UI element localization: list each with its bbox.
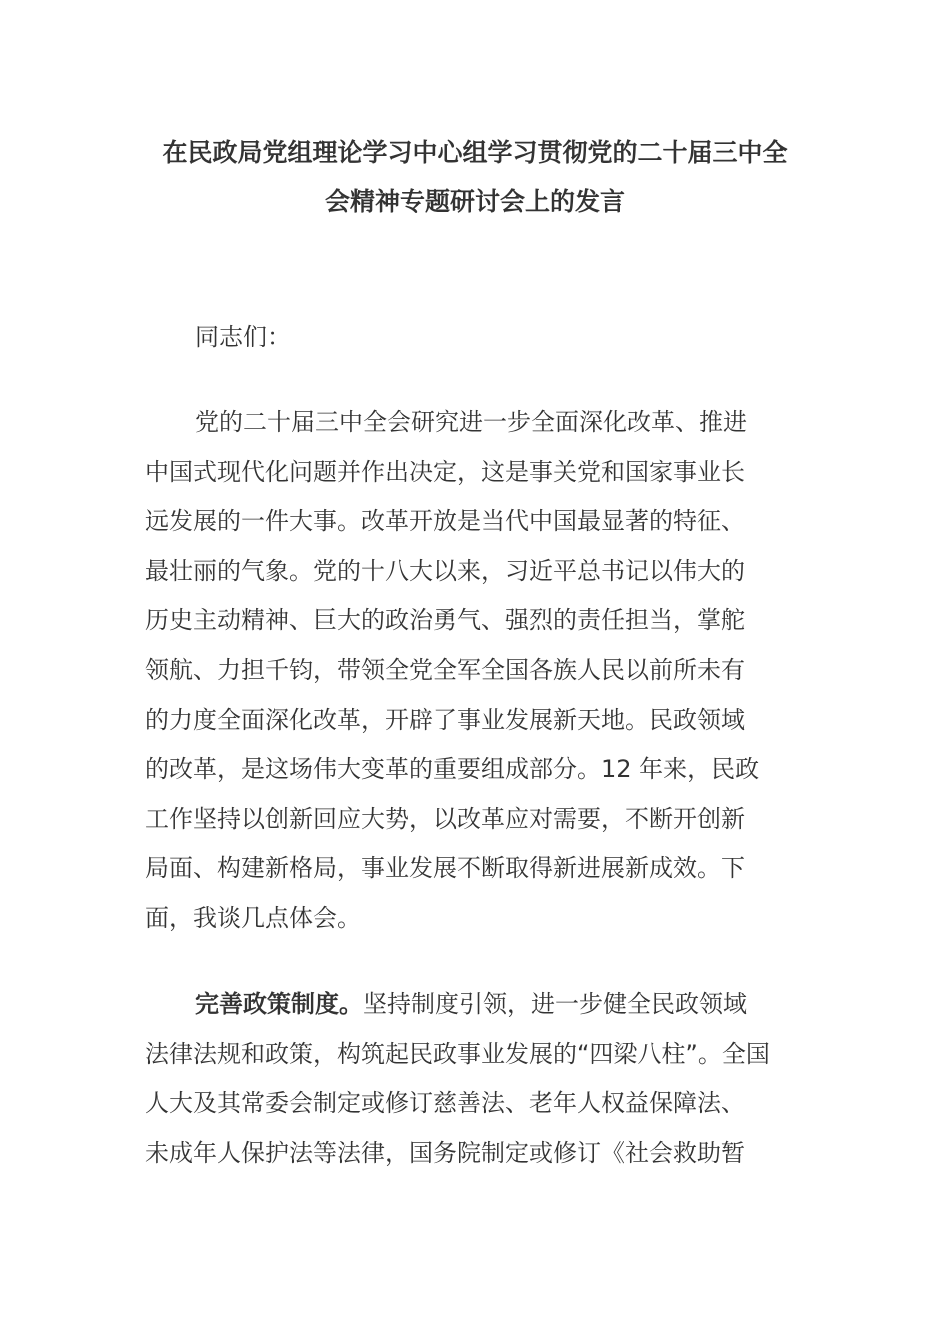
section-lead-rest: 坚持制度引领，进一步健全民政领域 bbox=[363, 990, 747, 1018]
paragraph-line: 最壮丽的气象。党的十八大以来，习近平总书记以伟大的 bbox=[145, 556, 745, 585]
paragraph-line: 历史主动精神、巨大的政治勇气、强烈的责任担当，掌舵 bbox=[145, 606, 745, 635]
paragraph-line: 中国式现代化问题并作出决定，这是事关党和国家事业长 bbox=[145, 457, 745, 486]
paragraph-line: 工作坚持以创新回应大势，以改革应对需要，不断开创新 bbox=[145, 804, 745, 833]
paragraph-line: 局面、构建新格局，事业发展不断取得新进展新成效。下 bbox=[145, 854, 745, 883]
salutation: 同志们： bbox=[195, 323, 291, 351]
paragraph-intro bbox=[145, 398, 803, 944]
paragraph-line bbox=[145, 980, 803, 1030]
paragraph-line: 党的二十届三中全会研究进一步全面深化改革、推进 bbox=[195, 408, 747, 436]
paragraph-line: 领航、力担千钧，带领全党全军全国各族人民以前所未有 bbox=[145, 655, 745, 684]
paragraph-policy bbox=[145, 980, 803, 1178]
paragraph-line: 面，我谈几点体会。 bbox=[145, 903, 361, 932]
paragraph-line: 远发展的一件大事。改革开放是当代中国最显著的特征、 bbox=[145, 507, 745, 536]
title-line-2: 会精神专题研讨会上的发言 bbox=[324, 187, 625, 216]
paragraph-line: 的力度全面深化改革，开辟了事业发展新天地。民政领域 bbox=[145, 705, 745, 734]
document-title bbox=[150, 128, 800, 226]
paragraph-line: 的改革，是这场伟大变革的重要组成部分。12 年来，民政 bbox=[145, 755, 760, 784]
paragraph-line: 法律法规和政策，构筑起民政事业发展的“四梁八柱”。全国 bbox=[145, 1039, 770, 1068]
section-lead: 完善政策制度。 bbox=[195, 990, 363, 1018]
paragraph-line: 未成年人保护法等法律，国务院制定或修订《社会救助暂 bbox=[145, 1138, 745, 1167]
title-line-1: 在民政局党组理论学习中心组学习贯彻党的二十届三中全 bbox=[162, 138, 788, 167]
paragraph-line: 人大及其常委会制定或修订慈善法、老年人权益保障法、 bbox=[145, 1089, 745, 1118]
